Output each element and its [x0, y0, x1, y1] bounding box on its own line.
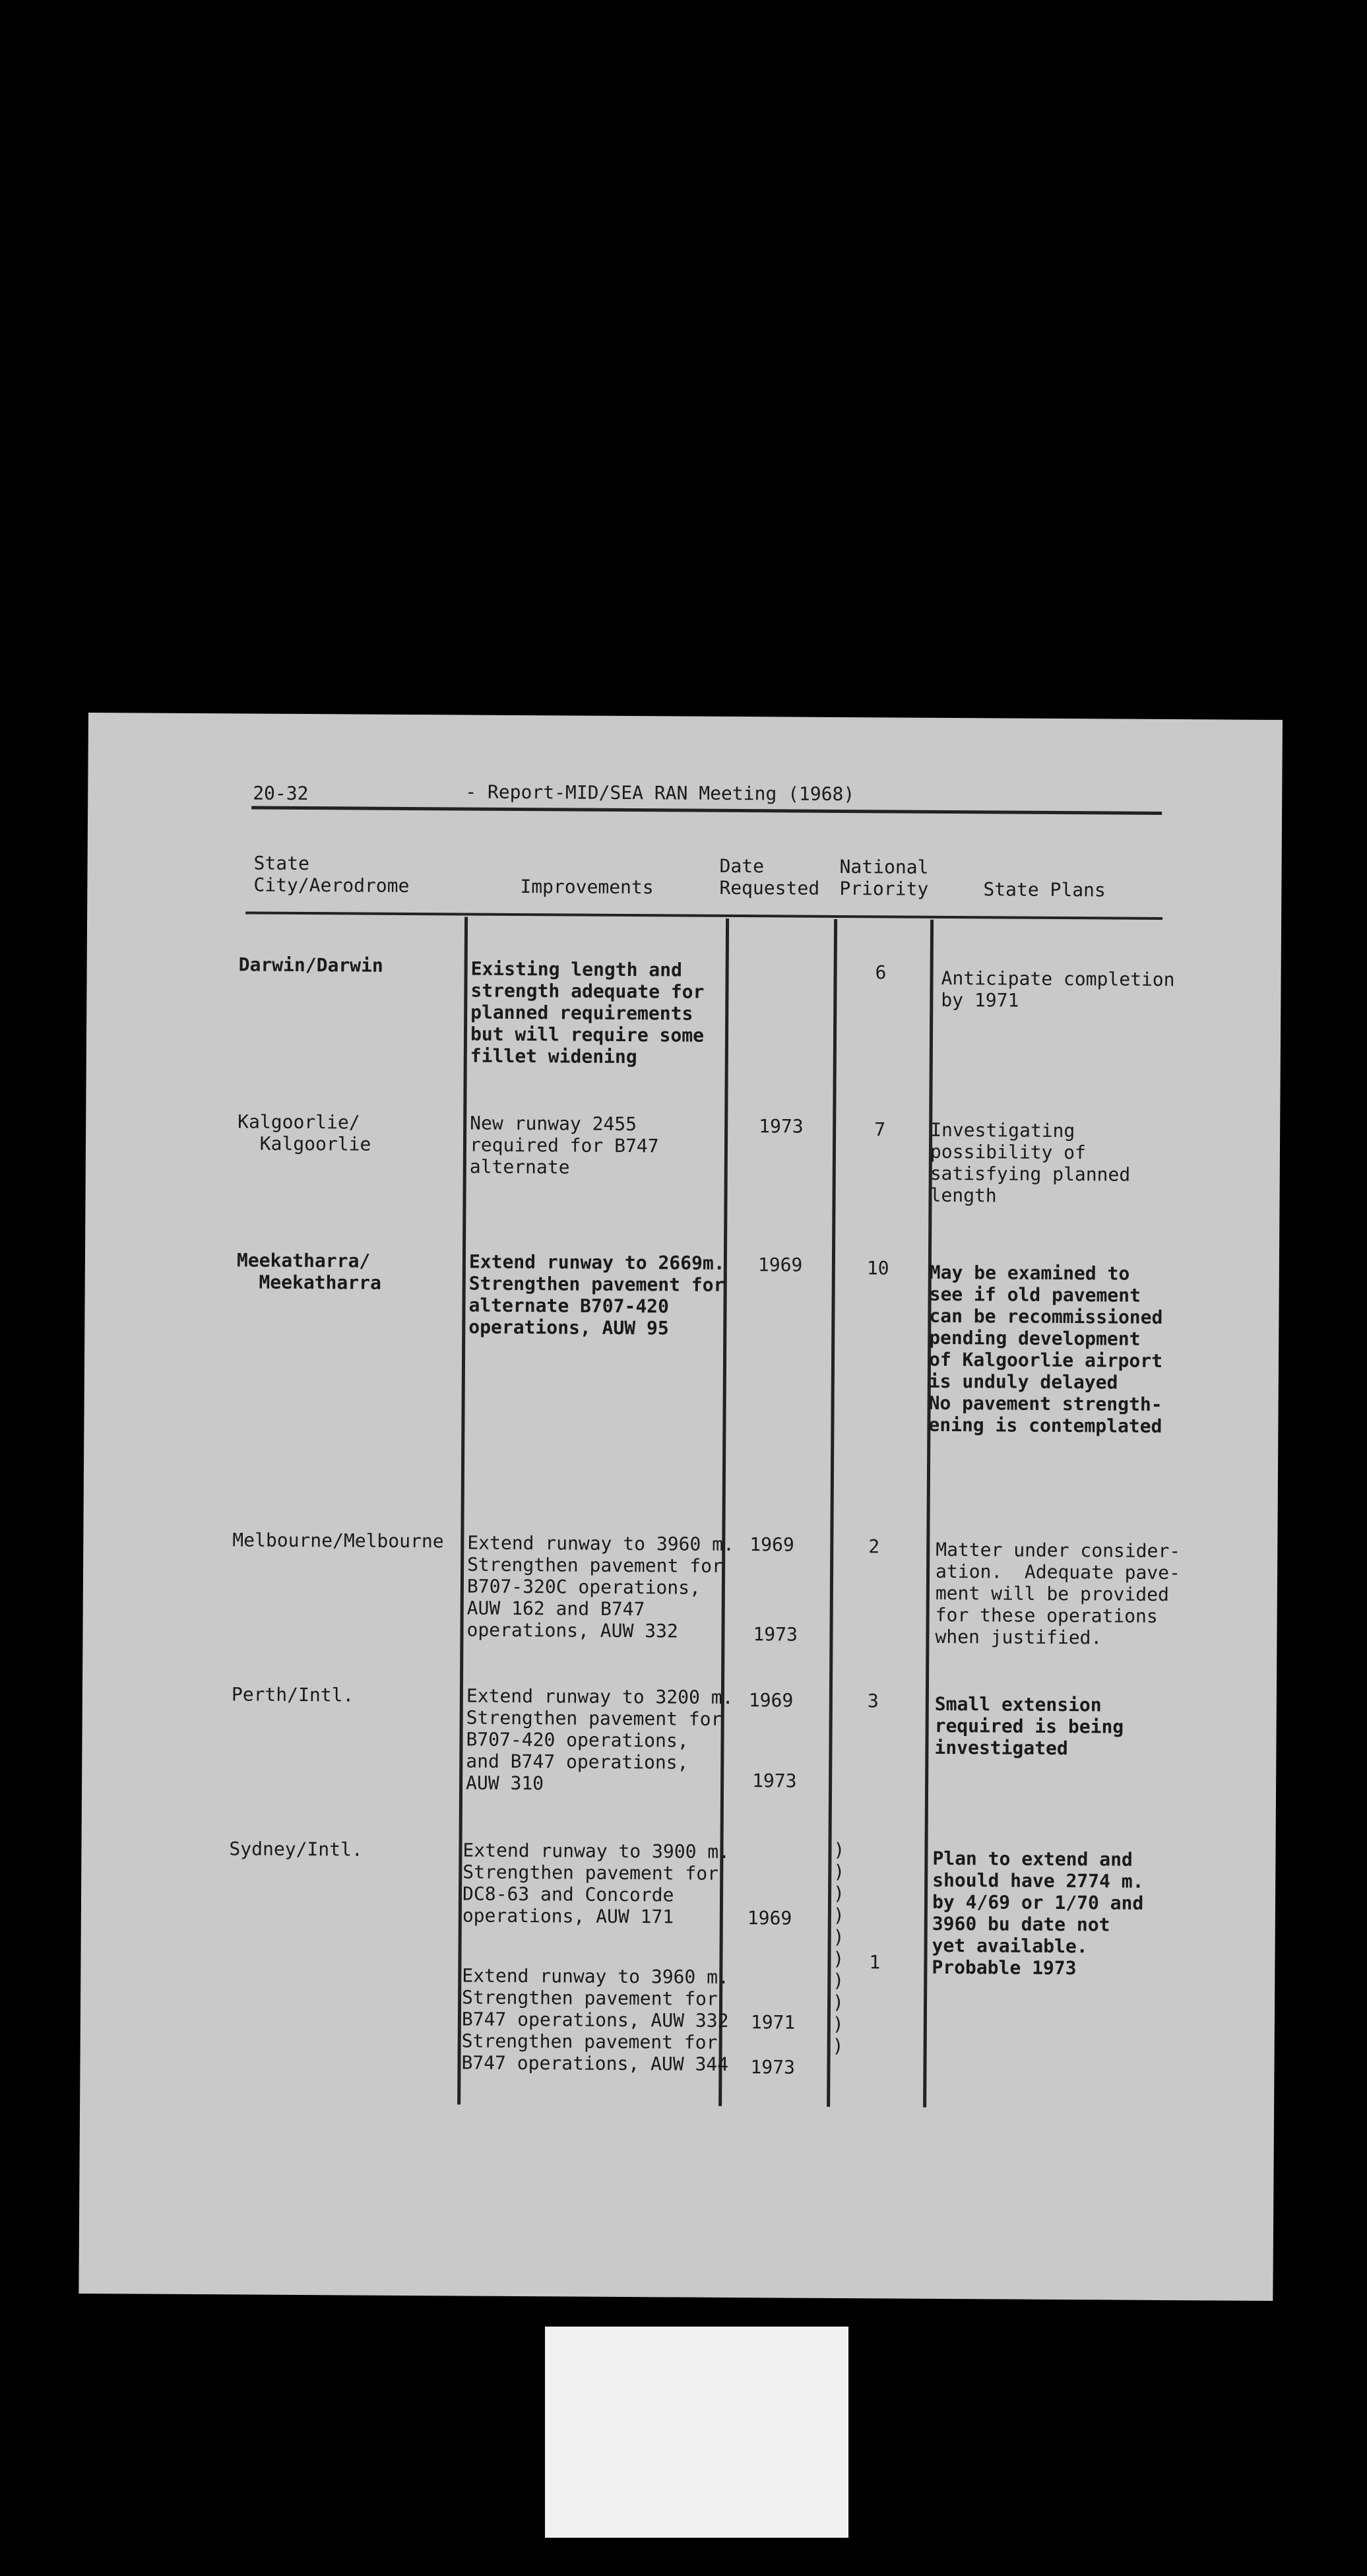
row-priority: 2: [868, 1535, 880, 1558]
row-state-plans: Investigating possibility of satisfying planned length: [930, 1118, 1131, 1207]
row-date-requested-3: 1973: [750, 2056, 796, 2078]
document-page: [79, 713, 1283, 2301]
row-state-plans: Anticipate completion by 1971: [941, 967, 1175, 1012]
column-header-city: State City/Aerodrome: [253, 852, 410, 897]
row-date-requested: 1969: [748, 1689, 794, 1712]
row-city: Kalgoorlie/ Kalgoorlie: [237, 1111, 371, 1155]
row-priority: 10: [866, 1257, 889, 1279]
row-city: Meekatharra/ Meekatharra: [236, 1249, 381, 1294]
row-date-requested-2: 1971: [750, 2011, 796, 2034]
header-rule: [251, 806, 1162, 815]
row-date-requested: 1969: [747, 1907, 792, 1929]
row-improvements: Extend runway to 3900 m. Strengthen pavement for DC8-63 and Concorde operations, AUW 171: [462, 1839, 730, 1928]
row-state-plans: May be examined to see if old pavement can be recommissioned pending development of Kalgoorlie airport is unduly delayed No pavement strength- ening is contemplated: [928, 1261, 1163, 1437]
row-priority: 6: [875, 961, 887, 984]
row-date-requested: 1973: [759, 1115, 804, 1138]
row-date-requested-2: 1973: [752, 1770, 797, 1792]
column-header-date: Date Requested: [719, 854, 820, 899]
row-date-requested: 1969: [757, 1254, 803, 1276]
row-state-plans: Small extension required is being investigated: [934, 1692, 1124, 1760]
column-header-priority: National Priority: [839, 855, 929, 900]
grouping-brackets: ) ) ) ) ) ) ) ) ) ): [832, 1838, 845, 2057]
row-state-plans: Matter under consider- ation. Adequate pave- ment will be provided for these operations when justified.: [935, 1538, 1181, 1649]
document-title: - Report-MID/SEA RAN Meeting (1968): [465, 781, 855, 806]
row-improvements: Extend runway to 2669m. Strengthen pavement for alternate B707-420 operations, AUW 95: [468, 1250, 725, 1339]
column-header-improvements: Improvements: [520, 876, 654, 899]
row-city: Perth/Intl.: [231, 1683, 354, 1706]
row-priority: 3: [867, 1690, 879, 1712]
row-priority: 7: [874, 1118, 886, 1141]
page-number: 20-32: [253, 782, 309, 805]
row-date-requested-2: 1973: [753, 1623, 798, 1646]
row-city: Sydney/Intl.: [229, 1838, 363, 1861]
row-improvements-2: Extend runway to 3960 m. Strengthen pavement for B747 operations, AUW 332 Strengthen pavement for B747 operations, AUW 344: [461, 1964, 729, 2075]
row-priority: 1: [869, 1951, 881, 1974]
row-city: Darwin/Darwin: [238, 953, 383, 977]
row-state-plans: Plan to extend and should have 2774 m. by 4/69 or 1/70 and 3960 bu date not yet available. Probable 1973: [932, 1847, 1144, 1980]
column-header-plans: State Plans: [983, 878, 1106, 901]
row-improvements: Extend runway to 3200 m. Strengthen pavement for B707-420 operations, and B747 operations, AUW 310: [466, 1685, 734, 1795]
row-date-requested: 1969: [749, 1533, 794, 1556]
blank-card: [545, 2327, 848, 2538]
row-improvements: Extend runway to 3960 m. Strengthen pavement for B707-320C operations, AUW 162 and B747 operations, AUW 332: [466, 1531, 734, 1642]
column-header-rule: [245, 911, 1162, 919]
row-city: Melbourne/Melbourne: [232, 1529, 444, 1553]
row-improvements: Existing length and strength adequate for planned requirements but will require some fillet widening: [470, 957, 705, 1068]
row-improvements: New runway 2455 required for B747 alternate: [469, 1112, 659, 1178]
